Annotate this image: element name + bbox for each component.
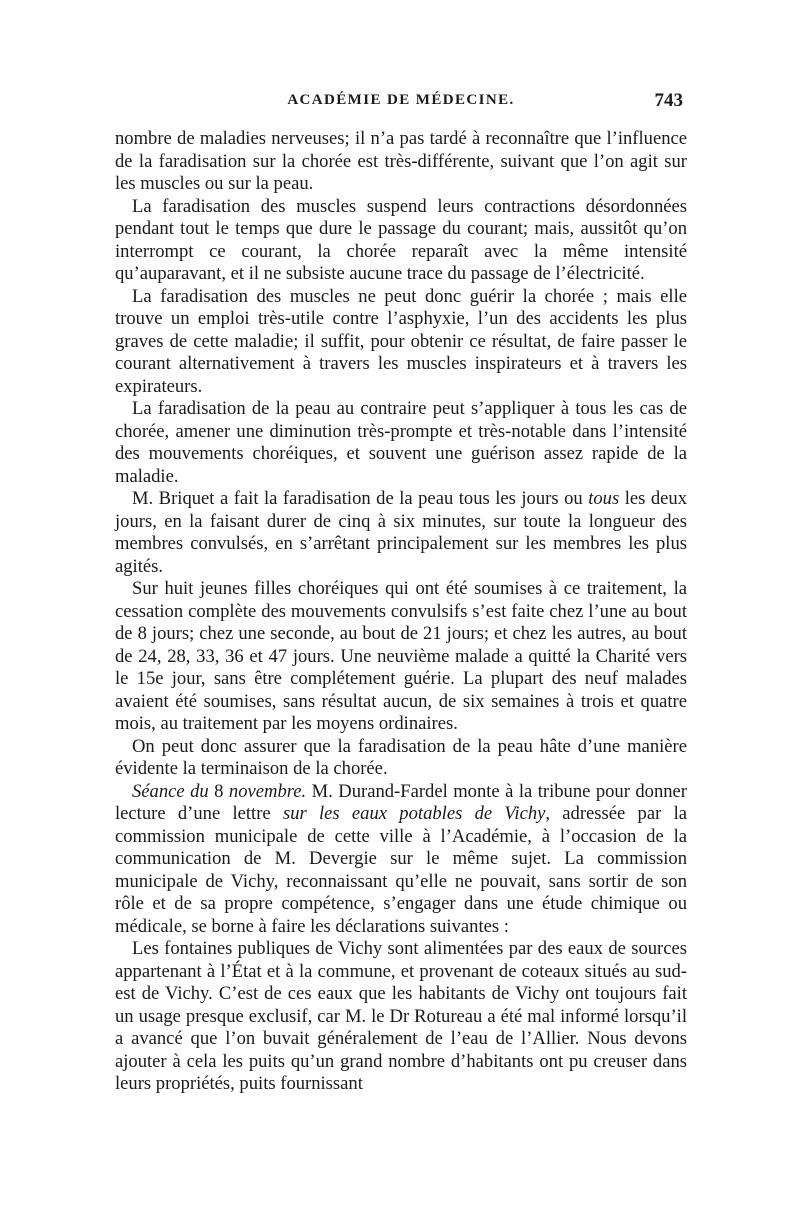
paragraph-5-italic-tous: tous: [588, 488, 620, 509]
paragraph-4: La faradisation de la peau au contraire peut s’appliquer à tous les cas de chorée, amener une diminution très-prompte et très-notable dans l’intensité des mouvements choréiques, et souvent une guérison assez rapide de la maladie.: [115, 398, 687, 487]
paragraph-8-part-d: M. Durand-Fardel monte à la tribune pour donner lecture d’une lettre: [115, 780, 687, 824]
paragraph-8-part-f: , adressée par la commission municipale de cette ville à l’Académie, à l’occasion de la communication de M. Devergie sur le même sujet. La commission municipale de Vichy, reconnaissant qu’elle ne pouvait, sans sortir de son rôle et de sa propre compétence, s’engager dans une étude chimique ou médicale, se borne à faire les déclarations suivantes :: [115, 803, 687, 937]
paragraph-5-part-a: M. Briquet a fait la faradisation de la peau tous les jours ou: [132, 488, 589, 509]
seance-day: 8: [208, 780, 229, 802]
body-text: [115, 128, 687, 1096]
paragraph-7: On peut donc assurer que la faradisation de la peau hâte d’une manière évidente la terminaison de la chorée.: [115, 735, 687, 779]
seance-label: Séance du: [132, 780, 209, 802]
book-page: [115, 92, 687, 1096]
paragraph-1: nombre de maladies nerveuses; il n’a pas tardé à reconnaître que l’influence de la faradisation sur la chorée est très-différente, suivant que l’on agit sur les muscles ou sur la peau.: [115, 128, 687, 194]
paragraph-9: Les fontaines publiques de Vichy sont alimentées par des eaux de sources appartenant à l’État et à la commune, et provenant de coteaux situés au sud-est de Vichy. C’est de ces eaux que les habitants de Vichy ont toujours fait un usage presque exclusif, car M. le Dr Rotureau a été mal informé lorsqu’il a avancé que l’on buvait généralement de l’eau de l’Allier. Nous devons ajouter à cela les puits qu’un grand nombre d’habitants ont pu creuser dans leurs propriétés, puits fournissant: [115, 938, 687, 1094]
paragraph-6: Sur huit jeunes filles choréiques qui ont été soumises à ce traitement, la cessation complète des mouvements convulsifs s’est faite chez l’une au bout de 8 jours; chez une seconde, au bout de 21 jours; et chez les autres, au bout de 24, 28, 33, 36 et 47 jours. Une neuvième malade a quitté la Charité vers le 15e jour, sans être complétement guérie. La plupart des neuf malades avaient été soumises, sans résultat aucun, de six semaines à trois et quatre mois, au traitement par les moyens ordinaires.: [115, 578, 687, 734]
letter-title: sur les eaux potables de Vichy: [282, 803, 546, 824]
paragraph-3: La faradisation des muscles ne peut donc guérir la chorée ; mais elle trouve un emploi très-utile contre l’asphyxie, l’un des accidents les plus graves de cette maladie; il suffit, pour obtenir ce résultat, de faire passer le courant alternativement à travers les muscles inspirateurs et à travers les expirateurs.: [115, 285, 687, 397]
page-number: 743: [654, 90, 683, 111]
paragraph-8: [115, 781, 687, 939]
paragraph-5-part-c: les deux jours, en la faisant durer de cinq à six minutes, sur toute la longueur des membres convulsés, en s’arrêtant principalement sur les membres les plus agités.: [115, 488, 687, 577]
paragraph-2: La faradisation des muscles suspend leurs contractions désordonnées pendant tout le temps que dure le passage du courant; mais, aussitôt qu’on interrompt ce courant, la chorée reparaît avec la même intensité qu’auparavant, et il ne subsiste aucune trace du passage de l’électricité.: [115, 195, 687, 284]
paragraph-5: [115, 488, 687, 578]
running-head: ACADÉMIE DE MÉDECINE.: [287, 92, 515, 108]
page-header: [115, 92, 687, 128]
seance-month: novembre.: [228, 780, 307, 802]
